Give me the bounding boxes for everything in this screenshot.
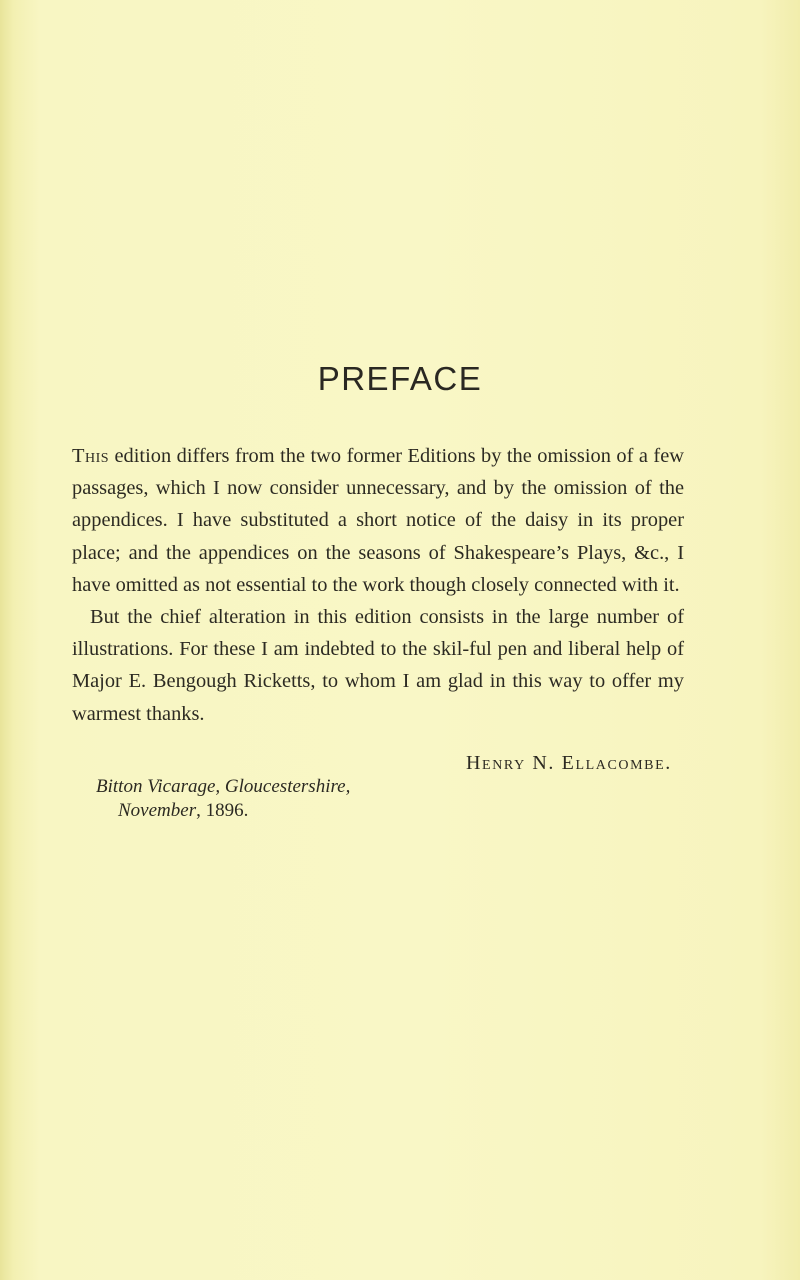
preface-body [72, 440, 684, 730]
page-title: PREFACE [317, 360, 483, 397]
place-line: Bitton Vicarage, Gloucestershire, [96, 776, 351, 797]
paragraph-1-text: edition differs from the two former Editions by the omission of a few passages, which I now consider unnecessary, and by the omission of the appendices. I have substituted a short notice of the daisy in its proper place; and the appendices on the seasons of Shakespeare’s Plays, &c., I have omitted as not essential to the work though closely connected with it. [72, 445, 684, 596]
date-month: November [118, 800, 197, 821]
paragraph-1-lead: This [72, 445, 110, 467]
paragraph-1 [72, 440, 684, 601]
author-signature: Henry N. Ellacombe. [466, 752, 672, 774]
paragraph-2: But the chief alteration in this edition consists in the large number of illustrations. For these I am indebted to the skil-ful pen and liberal help of Major E. Bengough Ricketts, to whom I am glad in this way to offer my warmest thanks. [72, 606, 684, 725]
date-line [118, 800, 248, 822]
date-year: , 1896. [196, 800, 249, 821]
